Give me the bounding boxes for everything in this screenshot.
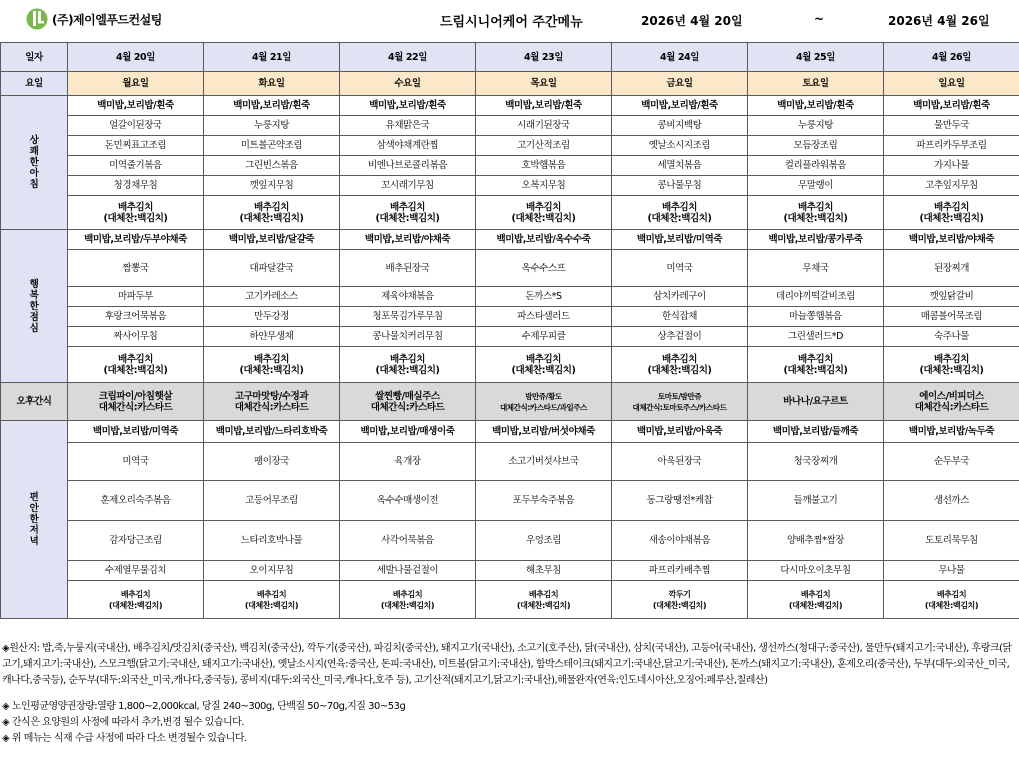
dinner-dish: 백미밥,보리밥/느타리호박죽 bbox=[204, 421, 340, 443]
section-char: 쾌 bbox=[29, 146, 39, 157]
section-char: 점 bbox=[29, 311, 39, 323]
date-range-separator: ~ bbox=[814, 12, 825, 26]
kimchi-name: 배추김치 bbox=[661, 353, 698, 365]
dinner-dish: 백미밥,보리밥/매생이죽 bbox=[340, 421, 476, 443]
date-cell: 4월 25일 bbox=[748, 43, 884, 72]
dinner-kimchi bbox=[204, 581, 340, 619]
kimchi-alternative: (대체찬:백김치) bbox=[783, 364, 848, 376]
dinner-kimchi-row bbox=[1, 581, 1019, 619]
dinner-dish: 순두부국 bbox=[884, 443, 1019, 481]
breakfast-kimchi bbox=[612, 196, 748, 230]
lunch-dish: 마늘쫑햄볶음 bbox=[748, 307, 884, 327]
dinner-dish: 감자당근조림 bbox=[68, 521, 204, 561]
kimchi-alternative: (대체찬:백김치) bbox=[239, 364, 304, 376]
day-cell: 일요일 bbox=[884, 72, 1019, 96]
kimchi-name: 배추김치 bbox=[389, 201, 426, 213]
section-char: 침 bbox=[29, 179, 39, 190]
kimchi-name: 배추김치 bbox=[525, 353, 562, 365]
kimchi-alternative: (대체찬:백김치) bbox=[919, 364, 984, 376]
kimchi-name: 배추김치 bbox=[256, 589, 287, 599]
date-cell: 4월 22일 bbox=[340, 43, 476, 72]
week-start-date: 2026년 4월 20일 bbox=[641, 14, 743, 28]
dinner-kimchi bbox=[476, 581, 612, 619]
kimchi-name: 배추김치 bbox=[936, 589, 967, 599]
lunch-row bbox=[1, 230, 1019, 250]
dinner-dish: 포두부숙주볶음 bbox=[476, 481, 612, 521]
dinner-dish: 육개장 bbox=[340, 443, 476, 481]
dinner-dish: 사각어묵볶음 bbox=[340, 521, 476, 561]
kimchi-alternative: (대체찬:백김치) bbox=[788, 600, 843, 610]
lunch-dish: 짬뽕국 bbox=[68, 250, 204, 287]
date-cell: 4월 23일 bbox=[476, 43, 612, 72]
company-name: (주)제이엘푸드컨설팅 bbox=[52, 13, 162, 27]
lunch-row bbox=[1, 307, 1019, 327]
breakfast-dish: 백미밥,보리밥/흰죽 bbox=[884, 96, 1019, 116]
dinner-dish: 도토리묵무침 bbox=[884, 521, 1019, 561]
kimchi-name: 배추김치 bbox=[661, 201, 698, 213]
kimchi-name: 배추김치 bbox=[528, 589, 559, 599]
snack-item: 크림파이/아침햇살 bbox=[98, 390, 173, 402]
lunch-kimchi bbox=[476, 347, 612, 383]
lunch-dish: 배추된장국 bbox=[340, 250, 476, 287]
snack-item: 에이스/비피더스 bbox=[919, 390, 984, 402]
dinner-dish: 소고기버섯샤브국 bbox=[476, 443, 612, 481]
dinner-dish: 해초무침 bbox=[476, 561, 612, 581]
dinner-dish: 백미밥,보리밥/녹두죽 bbox=[884, 421, 1019, 443]
breakfast-dish: 깻잎지무침 bbox=[204, 176, 340, 196]
breakfast-dish: 백미밥,보리밥/흰죽 bbox=[204, 96, 340, 116]
lunch-dish: 마파두부 bbox=[68, 287, 204, 307]
snack-row bbox=[1, 383, 1019, 421]
kimchi-alternative: (대체찬:백김치) bbox=[103, 212, 168, 224]
origin-note: ◈원산지: 밥,죽,누룽지(국내산), 배추김치/맛김치(중국산), 백김치(중국산), 깍두기(중국산), 파김치(중국산), 돼지고기(국내산), 소고기(호주산), 닭(국내산), 삼치(국내산), 고등어(국내산), 생선까스(청대구:중국산), 물만두(돼지고기:국내산), 후랑크(닭고기,돼지고기:국내산), 스모크햄(닭고기:국내산, 돼지고기:국내산), 옛날소시지(연육:중국산, 돈피:국내산), 미트볼(닭고기:국내산), 함박스테이크(돼지고기:국내산,닭고기:국내산), 돈까스(돼지고기:국내산), 훈제오리(중국산), 두부(대두:외국산_미국,캐나다,중국등), 순두부(대두:외국산_미국,캐나다,중국등), 콩비지(대두:외국산_미국,캐나다,호주 등), 고기산적(돼지고기,닭고기:국내산),해물완자(연육:인도네시아산,오징어:페루산,칠레산) bbox=[2, 643, 1012, 686]
lunch-dish: 매콤볼어묵조림 bbox=[884, 307, 1019, 327]
weekly-menu-table bbox=[0, 42, 1019, 619]
day-row bbox=[1, 72, 1019, 96]
breakfast-dish: 돈민찌표고조림 bbox=[68, 136, 204, 156]
snack-item: 토마토/밤만쥬 bbox=[657, 391, 702, 401]
snack-cell bbox=[476, 383, 612, 421]
lunch-kimchi-row bbox=[1, 347, 1019, 383]
breakfast-dish: 삼색야채계란찜 bbox=[340, 136, 476, 156]
lunch-dish: 백미밥,보리밥/미역죽 bbox=[612, 230, 748, 250]
snack-note: ◈ 간식은 요양원의 사정에 따라서 추가,변경 될수 있습니다. bbox=[2, 717, 244, 728]
day-cell: 금요일 bbox=[612, 72, 748, 96]
breakfast-dish: 누룽지탕 bbox=[748, 116, 884, 136]
breakfast-dish: 세멸치볶음 bbox=[612, 156, 748, 176]
lunch-dish: 하얀무생채 bbox=[204, 327, 340, 347]
lunch-dish: 백미밥,보리밥/달걀죽 bbox=[204, 230, 340, 250]
section-char: 안 bbox=[29, 503, 39, 514]
section-char: 녁 bbox=[29, 536, 39, 547]
section-char: 저 bbox=[29, 525, 39, 536]
kimchi-alternative: (대체찬:백김치) bbox=[244, 600, 299, 610]
dinner-dish: 새송이야채볶음 bbox=[612, 521, 748, 561]
kimchi-alternative: (대체찬:백김치) bbox=[647, 364, 712, 376]
lunch-kimchi bbox=[884, 347, 1019, 383]
lunch-dish: 깻잎닭갈비 bbox=[884, 287, 1019, 307]
dinner-dish: 생선까스 bbox=[884, 481, 1019, 521]
lunch-dish: 파스타샐러드 bbox=[476, 307, 612, 327]
kimchi-alternative: (대체찬:백김치) bbox=[375, 364, 440, 376]
breakfast-kimchi bbox=[748, 196, 884, 230]
dinner-dish: 수제열무물김치 bbox=[68, 561, 204, 581]
company-logo-icon bbox=[26, 6, 48, 32]
lunch-kimchi bbox=[204, 347, 340, 383]
snack-cell bbox=[884, 383, 1019, 421]
breakfast-dish: 오복지무침 bbox=[476, 176, 612, 196]
breakfast-kimchi bbox=[204, 196, 340, 230]
dinner-kimchi bbox=[340, 581, 476, 619]
snack-alternative: 대체간식:카스타드 bbox=[234, 401, 309, 413]
dinner-section-label bbox=[1, 421, 68, 619]
dinner-row bbox=[1, 481, 1019, 521]
breakfast-dish: 가지나물 bbox=[884, 156, 1019, 176]
kimchi-name: 배추김치 bbox=[933, 353, 970, 365]
breakfast-dish: 백미밥,보리밥/흰죽 bbox=[340, 96, 476, 116]
kimchi-alternative: (대체찬:백김치) bbox=[380, 600, 435, 610]
snack-alternative: 대체간식:카스타드/과일주스 bbox=[499, 402, 588, 412]
lunch-dish: 짜사이무침 bbox=[68, 327, 204, 347]
snack-item: 밤만쥬/황도 bbox=[525, 391, 562, 401]
dinner-kimchi bbox=[68, 581, 204, 619]
dinner-dish: 들깨불고기 bbox=[748, 481, 884, 521]
dinner-kimchi bbox=[612, 581, 748, 619]
breakfast-dish: 컬리플라워볶음 bbox=[748, 156, 884, 176]
breakfast-kimchi bbox=[884, 196, 1019, 230]
kimchi-alternative: (대체찬:백김치) bbox=[511, 364, 576, 376]
dinner-dish: 느타리호박나물 bbox=[204, 521, 340, 561]
breakfast-dish: 누룽지탕 bbox=[204, 116, 340, 136]
breakfast-row bbox=[1, 176, 1019, 196]
lunch-dish: 데리야끼떡갈비조림 bbox=[748, 287, 884, 307]
kimchi-alternative: (대체찬:백김치) bbox=[919, 212, 984, 224]
kimchi-alternative: (대체찬:백김치) bbox=[652, 600, 707, 610]
lunch-dish: 삼치카레구이 bbox=[612, 287, 748, 307]
breakfast-dish: 고추잎지무침 bbox=[884, 176, 1019, 196]
breakfast-dish: 백미밥,보리밥/흰죽 bbox=[612, 96, 748, 116]
day-label: 요일 bbox=[1, 72, 68, 96]
page-title: 드림시니어케어 주간메뉴 bbox=[440, 15, 583, 30]
breakfast-dish: 물만두국 bbox=[884, 116, 1019, 136]
kimchi-name: 배추김치 bbox=[800, 589, 831, 599]
breakfast-dish: 백미밥,보리밥/흰죽 bbox=[748, 96, 884, 116]
kimchi-name: 배추김치 bbox=[253, 201, 290, 213]
snack-cell bbox=[204, 383, 340, 421]
dinner-dish: 옥수수매생이전 bbox=[340, 481, 476, 521]
snack-cell bbox=[748, 383, 884, 421]
breakfast-dish: 미역줄기볶음 bbox=[68, 156, 204, 176]
kimchi-alternative: (대체찬:백김치) bbox=[239, 212, 304, 224]
section-char: 행 bbox=[29, 278, 39, 290]
lunch-dish: 백미밥,보리밥/야채죽 bbox=[884, 230, 1019, 250]
dinner-dish: 미역국 bbox=[68, 443, 204, 481]
breakfast-section-label bbox=[1, 96, 68, 230]
kimchi-alternative: (대체찬:백김치) bbox=[511, 212, 576, 224]
dinner-dish: 백미밥,보리밥/들깨죽 bbox=[748, 421, 884, 443]
breakfast-row bbox=[1, 116, 1019, 136]
section-char: 편 bbox=[29, 492, 39, 503]
dinner-row bbox=[1, 421, 1019, 443]
lunch-dish: 후랑크어묵볶음 bbox=[68, 307, 204, 327]
day-cell: 목요일 bbox=[476, 72, 612, 96]
lunch-dish: 백미밥,보리밥/콩가루죽 bbox=[748, 230, 884, 250]
snack-alternative: 대체간식:토마토주스/카스타드 bbox=[632, 402, 727, 412]
lunch-dish: 숙주나물 bbox=[884, 327, 1019, 347]
day-cell: 화요일 bbox=[204, 72, 340, 96]
lunch-dish: 한식잡채 bbox=[612, 307, 748, 327]
date-cell: 4월 21일 bbox=[204, 43, 340, 72]
snack-cell bbox=[612, 383, 748, 421]
breakfast-dish: 그린빈스볶음 bbox=[204, 156, 340, 176]
breakfast-row bbox=[1, 156, 1019, 176]
kimchi-name: 배추김치 bbox=[389, 353, 426, 365]
lunch-dish: 고기카레소스 bbox=[204, 287, 340, 307]
section-char: 상 bbox=[29, 135, 39, 146]
breakfast-dish: 미트볼곤약조림 bbox=[204, 136, 340, 156]
kimchi-alternative: (대체찬:백김치) bbox=[108, 600, 163, 610]
dinner-dish: 우엉조림 bbox=[476, 521, 612, 561]
day-cell: 수요일 bbox=[340, 72, 476, 96]
menu-change-note: ◈ 위 메뉴는 식재 수급 사정에 따라 다소 변경될수 있습니다. bbox=[2, 733, 247, 744]
kimchi-alternative: (대체찬:백김치) bbox=[103, 364, 168, 376]
section-char: 심 bbox=[29, 322, 39, 334]
snack-alternative: 대체간식:카스타드 bbox=[98, 401, 173, 413]
dinner-kimchi bbox=[748, 581, 884, 619]
breakfast-dish: 비엔나브로콜리볶음 bbox=[340, 156, 476, 176]
section-char: 복 bbox=[29, 289, 39, 301]
breakfast-dish: 고기산적조림 bbox=[476, 136, 612, 156]
breakfast-kimchi-row bbox=[1, 196, 1019, 230]
dinner-dish: 세발나물겉절이 bbox=[340, 561, 476, 581]
dinner-dish: 아욱된장국 bbox=[612, 443, 748, 481]
dinner-kimchi bbox=[884, 581, 1019, 619]
kimchi-name: 배추김치 bbox=[120, 589, 151, 599]
kimchi-name: 배추김치 bbox=[392, 589, 423, 599]
dinner-dish: 백미밥,보리밥/아욱죽 bbox=[612, 421, 748, 443]
dinner-row bbox=[1, 521, 1019, 561]
breakfast-dish: 백미밥,보리밥/흰죽 bbox=[68, 96, 204, 116]
dinner-dish: 백미밥,보리밥/미역죽 bbox=[68, 421, 204, 443]
breakfast-kimchi bbox=[68, 196, 204, 230]
date-cell: 4월 26일 bbox=[884, 43, 1019, 72]
lunch-dish: 옥수수스프 bbox=[476, 250, 612, 287]
breakfast-dish: 모듬장조림 bbox=[748, 136, 884, 156]
lunch-kimchi bbox=[68, 347, 204, 383]
breakfast-dish: 콩비지백탕 bbox=[612, 116, 748, 136]
lunch-kimchi bbox=[748, 347, 884, 383]
day-cell: 토요일 bbox=[748, 72, 884, 96]
snack-label: 오후간식 bbox=[1, 383, 68, 421]
dinner-dish: 청국장찌개 bbox=[748, 443, 884, 481]
lunch-dish: 돈까스*S bbox=[476, 287, 612, 307]
kimchi-name: 배추김치 bbox=[933, 201, 970, 213]
kimchi-alternative: (대체찬:백김치) bbox=[924, 600, 979, 610]
breakfast-row bbox=[1, 96, 1019, 116]
lunch-row bbox=[1, 287, 1019, 307]
snack-item: 바나나/요구르트 bbox=[783, 396, 848, 407]
lunch-section-label bbox=[1, 230, 68, 383]
dinner-dish: 파프리카배추찜 bbox=[612, 561, 748, 581]
breakfast-kimchi bbox=[340, 196, 476, 230]
breakfast-kimchi bbox=[476, 196, 612, 230]
dinner-dish: 양배추찜*쌈장 bbox=[748, 521, 884, 561]
kimchi-alternative: (대체찬:백김치) bbox=[647, 212, 712, 224]
page-header bbox=[0, 0, 1019, 42]
dinner-row bbox=[1, 443, 1019, 481]
lunch-row bbox=[1, 250, 1019, 287]
snack-item: 고구마맛탕/수정과 bbox=[234, 390, 309, 402]
breakfast-dish: 시래기된장국 bbox=[476, 116, 612, 136]
lunch-dish: 백미밥,보리밥/두부야채죽 bbox=[68, 230, 204, 250]
lunch-dish: 제육야채볶음 bbox=[340, 287, 476, 307]
lunch-dish: 백미밥,보리밥/야채죽 bbox=[340, 230, 476, 250]
lunch-kimchi bbox=[340, 347, 476, 383]
date-cell: 4월 24일 bbox=[612, 43, 748, 72]
breakfast-dish: 콩나물무침 bbox=[612, 176, 748, 196]
kimchi-name: 깍두기 bbox=[668, 589, 691, 599]
breakfast-dish: 무말랭이 bbox=[748, 176, 884, 196]
lunch-kimchi bbox=[612, 347, 748, 383]
kimchi-name: 배추김치 bbox=[117, 201, 154, 213]
section-char: 한 bbox=[29, 514, 39, 525]
snack-alternative: 대체간식:카스타드 bbox=[370, 401, 445, 413]
kimchi-name: 배추김치 bbox=[797, 201, 834, 213]
lunch-dish: 콩나물치커리무침 bbox=[340, 327, 476, 347]
snack-item: 쌀찐빵/매실주스 bbox=[375, 390, 440, 402]
kimchi-alternative: (대체찬:백김치) bbox=[516, 600, 571, 610]
lunch-dish: 대파달걀국 bbox=[204, 250, 340, 287]
lunch-dish: 상추겉절이 bbox=[612, 327, 748, 347]
lunch-dish: 만두강정 bbox=[204, 307, 340, 327]
snack-cell bbox=[340, 383, 476, 421]
dinner-dish: 오이지무침 bbox=[204, 561, 340, 581]
snack-alternative: 대체간식:카스타드 bbox=[914, 401, 989, 413]
dinner-dish: 팽이장국 bbox=[204, 443, 340, 481]
menu-notes bbox=[0, 641, 1019, 747]
breakfast-dish: 유채맑은국 bbox=[340, 116, 476, 136]
dinner-dish: 백미밥,보리밥/버섯야채죽 bbox=[476, 421, 612, 443]
lunch-dish: 된장찌개 bbox=[884, 250, 1019, 287]
day-cell: 월요일 bbox=[68, 72, 204, 96]
lunch-dish: 수제무피클 bbox=[476, 327, 612, 347]
breakfast-dish: 옛날소시지조림 bbox=[612, 136, 748, 156]
date-label: 일자 bbox=[1, 43, 68, 72]
dinner-dish: 다시마오이초무침 bbox=[748, 561, 884, 581]
breakfast-dish: 백미밥,보리밥/흰죽 bbox=[476, 96, 612, 116]
date-cell: 4월 20일 bbox=[68, 43, 204, 72]
section-char: 아 bbox=[29, 168, 39, 179]
dinner-dish: 동그랑땡전*케찹 bbox=[612, 481, 748, 521]
breakfast-dish: 청경채무침 bbox=[68, 176, 204, 196]
kimchi-alternative: (대체찬:백김치) bbox=[375, 212, 440, 224]
kimchi-name: 배추김치 bbox=[797, 353, 834, 365]
breakfast-dish: 파프리카두부조림 bbox=[884, 136, 1019, 156]
kimchi-name: 배추김치 bbox=[253, 353, 290, 365]
dinner-dish: 고등어무조림 bbox=[204, 481, 340, 521]
breakfast-row bbox=[1, 136, 1019, 156]
snack-cell bbox=[68, 383, 204, 421]
kimchi-alternative: (대체찬:백김치) bbox=[783, 212, 848, 224]
lunch-dish: 백미밥,보리밥/옥수수죽 bbox=[476, 230, 612, 250]
breakfast-dish: 꼬시래기무침 bbox=[340, 176, 476, 196]
section-char: 한 bbox=[29, 300, 39, 312]
week-end-date: 2026년 4월 26일 bbox=[888, 14, 990, 28]
lunch-dish: 청포묵김가루무침 bbox=[340, 307, 476, 327]
kimchi-name: 배추김치 bbox=[117, 353, 154, 365]
lunch-row bbox=[1, 327, 1019, 347]
breakfast-dish: 호박햄볶음 bbox=[476, 156, 612, 176]
dinner-row bbox=[1, 561, 1019, 581]
lunch-dish: 무채국 bbox=[748, 250, 884, 287]
kimchi-name: 배추김치 bbox=[525, 201, 562, 213]
lunch-dish: 그린샐러드*D bbox=[748, 327, 884, 347]
section-char: 한 bbox=[29, 157, 39, 168]
lunch-dish: 미역국 bbox=[612, 250, 748, 287]
dinner-dish: 무나물 bbox=[884, 561, 1019, 581]
date-row bbox=[1, 43, 1019, 72]
breakfast-dish: 얼갈이된장국 bbox=[68, 116, 204, 136]
nutrition-note: ◈ 노인평균영양권장량:열량 1,800~2,000kcal, 당질 240~300g, 단백질 50~70g,지질 30~53g bbox=[2, 701, 406, 712]
dinner-dish: 훈제오리숙주볶음 bbox=[68, 481, 204, 521]
